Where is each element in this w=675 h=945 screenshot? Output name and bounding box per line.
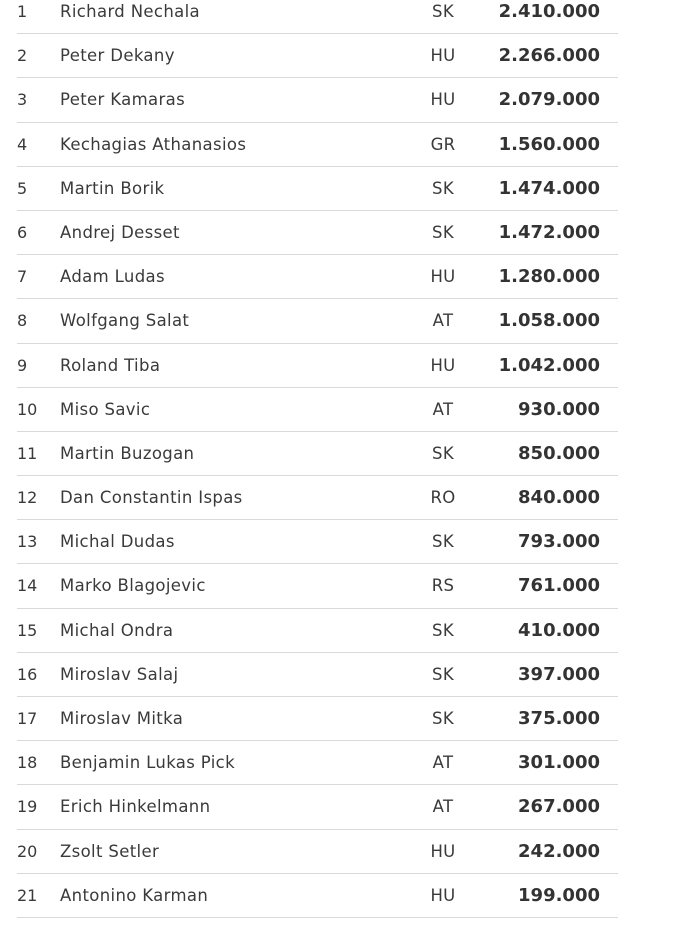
points-cell: 2.410.000 (498, 1, 600, 22)
rank-cell: 20 (17, 841, 38, 861)
country-cell: RO (430, 488, 456, 508)
rank-cell: 7 (17, 267, 28, 287)
rank-cell: 21 (17, 885, 38, 905)
rank-cell: 9 (17, 355, 28, 375)
table-row (17, 697, 618, 741)
table-row (17, 476, 618, 520)
rank-cell: 5 (17, 178, 28, 198)
rank-cell: 3 (17, 90, 28, 110)
points-cell: 2.079.000 (498, 89, 600, 111)
table-row (17, 299, 618, 343)
points-cell: 2.266.000 (498, 45, 600, 67)
table-row (17, 653, 618, 697)
table-row (17, 211, 618, 255)
country-cell: SK (432, 178, 454, 198)
points-cell: 1.058.000 (498, 310, 600, 332)
player-name-cell: Miroslav Mitka (60, 709, 184, 728)
player-name-cell: Kechagias Athanasios (60, 134, 247, 154)
player-name-cell: Wolfgang Salat (60, 311, 190, 331)
country-cell: AT (432, 753, 454, 773)
rank-cell: 14 (17, 576, 38, 596)
rank-cell: 12 (17, 488, 38, 508)
player-name-cell: Dan Constantin Ispas (60, 488, 243, 508)
player-name-cell: Erich Hinkelmann (60, 797, 211, 817)
points-cell: 840.000 (518, 487, 600, 509)
rank-cell: 6 (17, 222, 28, 242)
country-cell: SK (432, 664, 454, 684)
rank-cell: 11 (17, 443, 38, 463)
country-cell: AT (432, 797, 454, 817)
country-cell: HU (430, 841, 456, 861)
table-row (17, 741, 618, 785)
player-name-cell: Antonino Karman (60, 885, 209, 905)
points-cell: 930.000 (518, 398, 600, 420)
rank-cell: 15 (17, 620, 38, 640)
country-cell: SK (432, 532, 454, 552)
table-row (17, 388, 618, 432)
table-row (17, 785, 618, 829)
points-cell: 850.000 (518, 442, 600, 464)
table-row (17, 520, 618, 564)
table-row (17, 344, 618, 388)
table-row (17, 167, 618, 211)
points-cell: 1.474.000 (498, 177, 600, 199)
rank-cell: 8 (17, 311, 28, 331)
player-name-cell: Zsolt Setler (60, 841, 160, 861)
ranking-table (17, 0, 618, 918)
table-row (17, 34, 618, 78)
rank-cell: 19 (17, 797, 38, 817)
rank-cell: 4 (17, 134, 28, 154)
table-row (17, 123, 618, 167)
player-name-cell: Miso Savic (60, 399, 151, 419)
points-cell: 1.472.000 (498, 221, 600, 243)
player-name-cell: Miroslav Salaj (60, 664, 179, 684)
rank-cell: 16 (17, 664, 38, 684)
rank-cell: 1 (17, 2, 28, 21)
points-cell: 242.000 (518, 840, 600, 862)
country-cell: SK (432, 709, 454, 728)
player-name-cell: Peter Dekany (60, 46, 175, 66)
country-cell: SK (432, 443, 454, 463)
player-name-cell: Peter Kamaras (60, 90, 186, 110)
points-cell: 1.560.000 (498, 133, 600, 155)
country-cell: SK (432, 620, 454, 640)
points-cell: 199.000 (518, 884, 600, 906)
points-cell: 397.000 (518, 663, 600, 685)
country-cell: AT (432, 399, 454, 419)
country-cell: HU (430, 267, 456, 287)
points-cell: 761.000 (518, 575, 600, 597)
player-name-cell: Adam Ludas (60, 267, 165, 287)
table-row (17, 255, 618, 299)
table-row (17, 78, 618, 122)
country-cell: HU (430, 90, 456, 110)
player-name-cell: Michal Dudas (60, 532, 175, 552)
points-cell: 267.000 (518, 796, 600, 818)
country-cell: HU (430, 355, 456, 375)
points-cell: 410.000 (518, 619, 600, 641)
player-name-cell: Roland Tiba (60, 355, 161, 375)
country-cell: RS (431, 576, 455, 596)
country-cell: GR (430, 134, 456, 154)
table-row (17, 830, 618, 874)
country-cell: SK (432, 222, 454, 242)
points-cell: 375.000 (518, 708, 600, 729)
table-row (17, 564, 618, 608)
player-name-cell: Martin Borik (60, 178, 165, 198)
country-cell: AT (432, 311, 454, 331)
rank-cell: 18 (17, 753, 38, 773)
rank-cell: 13 (17, 532, 38, 552)
player-name-cell: Michal Ondra (60, 620, 174, 640)
points-cell: 1.280.000 (498, 266, 600, 288)
player-name-cell: Martin Buzogan (60, 443, 195, 463)
country-cell: HU (430, 885, 456, 905)
points-cell: 301.000 (518, 752, 600, 774)
player-name-cell: Andrej Desset (60, 222, 180, 242)
points-cell: 1.042.000 (498, 354, 600, 376)
table-row (17, 0, 618, 34)
rank-cell: 10 (17, 399, 38, 419)
points-cell: 793.000 (518, 531, 600, 553)
player-name-cell: Marko Blagojevic (60, 576, 206, 596)
table-row (17, 609, 618, 653)
table-row (17, 432, 618, 476)
table-row (17, 874, 618, 918)
country-cell: HU (430, 46, 456, 66)
country-cell: SK (432, 2, 454, 21)
rank-cell: 2 (17, 46, 28, 66)
rank-cell: 17 (17, 709, 38, 728)
player-name-cell: Richard Nechala (60, 2, 200, 21)
player-name-cell: Benjamin Lukas Pick (60, 753, 236, 773)
